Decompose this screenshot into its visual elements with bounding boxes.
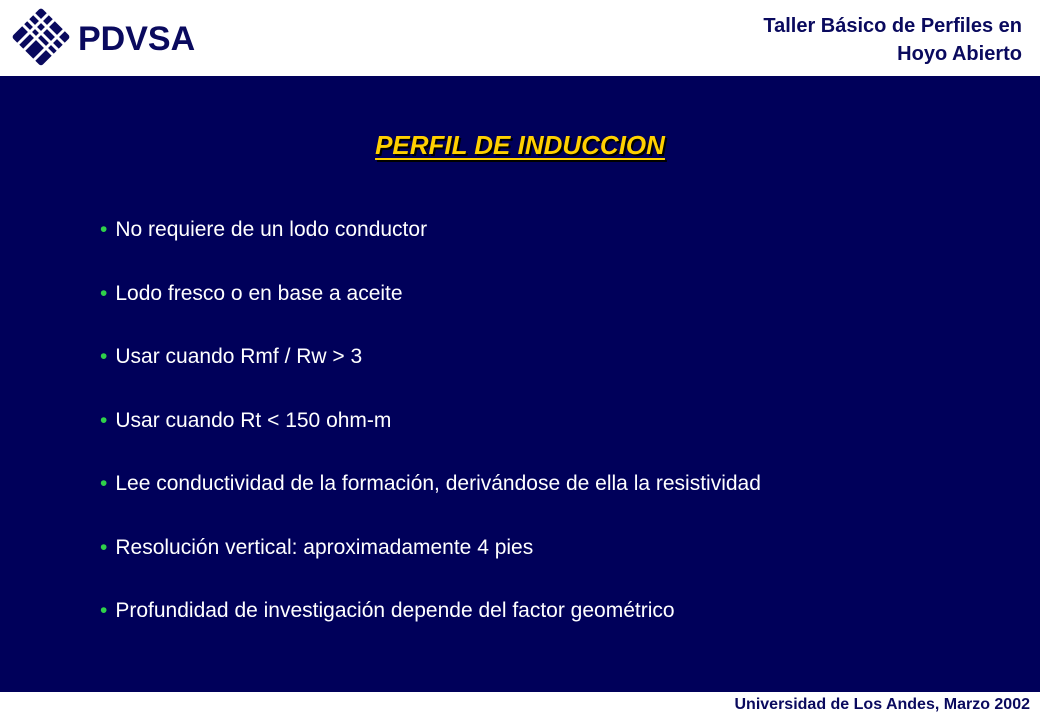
bullet-item (100, 407, 761, 471)
pdvsa-logo (10, 6, 196, 68)
bullet-item (100, 597, 761, 661)
slide-body (0, 76, 1040, 692)
logo-text: PDVSA (78, 20, 196, 58)
bullet-text: Lodo fresco o en base a aceite (115, 281, 403, 305)
slide-header (0, 0, 1040, 76)
bullet-list (100, 216, 761, 661)
slide-footer (0, 692, 1040, 720)
bullet-icon: • (100, 472, 108, 495)
bullet-icon: • (100, 345, 108, 368)
bullet-icon: • (100, 281, 108, 305)
bullet-icon: • (100, 218, 108, 241)
bullet-item (100, 280, 761, 344)
bullet-icon: • (100, 408, 108, 432)
bullet-icon: • (100, 599, 108, 622)
bullet-text: Usar cuando Rt < 150 ohm-m (115, 408, 392, 432)
bullet-item (100, 343, 761, 407)
slide-title: PERFIL DE INDUCCION (375, 130, 665, 160)
bullet-text: Lee conductividad de la formación, derivándose de ella la resistividad (115, 472, 761, 495)
pdvsa-emblem-icon (11, 7, 70, 66)
bullet-text: No requiere de un lodo conductor (115, 218, 428, 241)
bullet-text: Profundidad de investigación depende del factor geométrico (115, 599, 675, 622)
bullet-item (100, 534, 761, 598)
course-title-line2: Hoyo Abierto (897, 43, 1022, 65)
bullet-icon: • (100, 535, 108, 559)
bullet-text: Resolución vertical: aproximadamente 4 pies (115, 535, 534, 559)
bullet-item (100, 216, 761, 280)
footer-credit: Universidad de Los Andes, Marzo 2002 (734, 696, 1030, 713)
bullet-item (100, 470, 761, 534)
course-title (763, 12, 1022, 68)
bullet-text: Usar cuando Rmf / Rw > 3 (115, 345, 363, 368)
course-title-line1: Taller Básico de Perfiles en (763, 15, 1022, 37)
